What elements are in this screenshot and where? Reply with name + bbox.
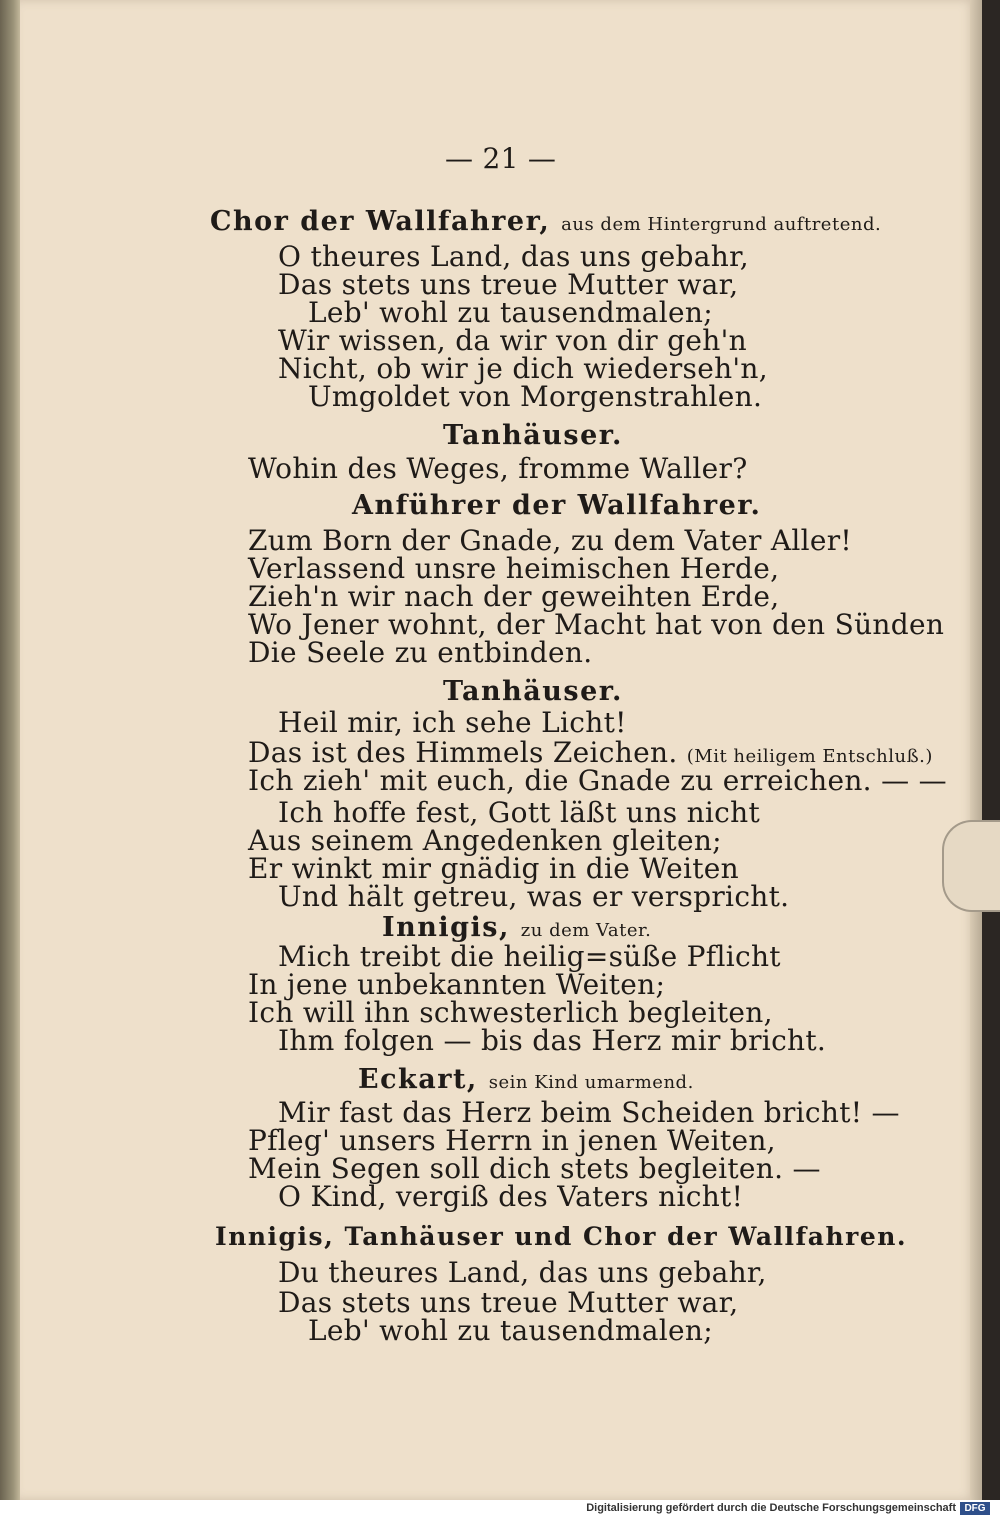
verse-line: Wo Jener wohnt, der Macht hat von den Sünden bbox=[248, 608, 945, 641]
verse-line: Pfleg' unsers Herrn in jenen Weiten, bbox=[248, 1124, 776, 1157]
verse-line: Die Seele zu entbinden. bbox=[248, 636, 593, 669]
speaker-heading bbox=[358, 1064, 694, 1095]
verse-line: Nicht, ob wir je dich wiederseh'n, bbox=[278, 352, 768, 385]
page-clip-tab bbox=[942, 820, 1000, 912]
verse-line: O Kind, vergiß des Vaters nicht! bbox=[278, 1180, 744, 1213]
verse-line: Wohin des Weges, fromme Waller? bbox=[248, 452, 748, 485]
speaker-name: Eckart, bbox=[358, 1064, 478, 1095]
verse-line: Das stets uns treue Mutter war, bbox=[278, 268, 739, 301]
dfg-logo: DFG bbox=[960, 1502, 990, 1515]
verse-line: Leb' wohl zu tausendmalen; bbox=[308, 1314, 713, 1347]
verse-line: Mich treibt die heilig=süße Pflicht bbox=[278, 940, 781, 973]
speaker-name: Anführer der Wallfahrer. bbox=[352, 490, 762, 521]
speaker-name: Innigis, Tanhäuser und Chor der Wallfahren. bbox=[215, 1222, 908, 1251]
verse-line: Mein Segen soll dich stets begleiten. — bbox=[248, 1152, 821, 1185]
verse-line: Wir wissen, da wir von dir geh'n bbox=[278, 324, 747, 357]
verse-line: Du theures Land, das uns gebahr, bbox=[278, 1256, 767, 1289]
stage-direction: aus dem Hintergrund auftretend. bbox=[561, 214, 882, 235]
speaker-name: Tanhäuser. bbox=[443, 676, 623, 707]
verse-line: Ich hoffe fest, Gott läßt uns nicht bbox=[278, 796, 761, 829]
verse-line: Zum Born der Gnade, zu dem Vater Aller! bbox=[248, 524, 852, 557]
verse-line: Und hält getreu, was er verspricht. bbox=[278, 880, 790, 913]
verse-line: Aus seinem Angedenken gleiten; bbox=[248, 824, 722, 857]
verse-line: Heil mir, ich sehe Licht! bbox=[278, 706, 627, 739]
verse-line: Er winkt mir gnädig in die Weiten bbox=[248, 852, 739, 885]
verse-line: Zieh'n wir nach der geweihten Erde, bbox=[248, 580, 780, 613]
speaker-heading bbox=[382, 912, 651, 943]
verse-line: Das stets uns treue Mutter war, bbox=[278, 1286, 739, 1319]
funding-credit: Digitalisierung gefördert durch die Deutsche Forschungsgemeinschaft bbox=[586, 1502, 956, 1514]
verse-line: Mir fast das Herz beim Scheiden bricht! — bbox=[278, 1096, 900, 1129]
verse-line: In jene unbekannten Weiten; bbox=[248, 968, 666, 1001]
speaker-name: Innigis, bbox=[382, 912, 510, 943]
speaker-heading bbox=[210, 206, 881, 237]
verse-line: Ihm folgen — bis das Herz mir bricht. bbox=[278, 1024, 827, 1057]
verse-line: O theures Land, das uns gebahr, bbox=[278, 240, 749, 273]
verse-text: Das ist des Himmels Zeichen. bbox=[248, 736, 678, 769]
page-number: — 21 — bbox=[445, 142, 557, 175]
stage-direction: (Mit heiligem Entschluß.) bbox=[686, 746, 933, 767]
verse-line: Verlassend unsre heimischen Herde, bbox=[248, 552, 780, 585]
book-spine-edge bbox=[0, 0, 22, 1500]
verse-line: Leb' wohl zu tausendmalen; bbox=[308, 296, 713, 329]
verse-line: Ich zieh' mit euch, die Gnade zu erreichen. — — bbox=[248, 764, 947, 797]
stage-direction: sein Kind umarmend. bbox=[488, 1072, 694, 1093]
speaker-name: Tanhäuser. bbox=[443, 420, 623, 451]
speaker-name: Chor der Wallfahrer, bbox=[210, 206, 551, 237]
verse-line: Umgoldet von Morgenstrahlen. bbox=[308, 380, 763, 413]
stage-direction: zu dem Vater. bbox=[520, 920, 652, 941]
verse-line: Ich will ihn schwesterlich begleiten, bbox=[248, 996, 773, 1029]
page-right-edge bbox=[970, 0, 982, 1500]
